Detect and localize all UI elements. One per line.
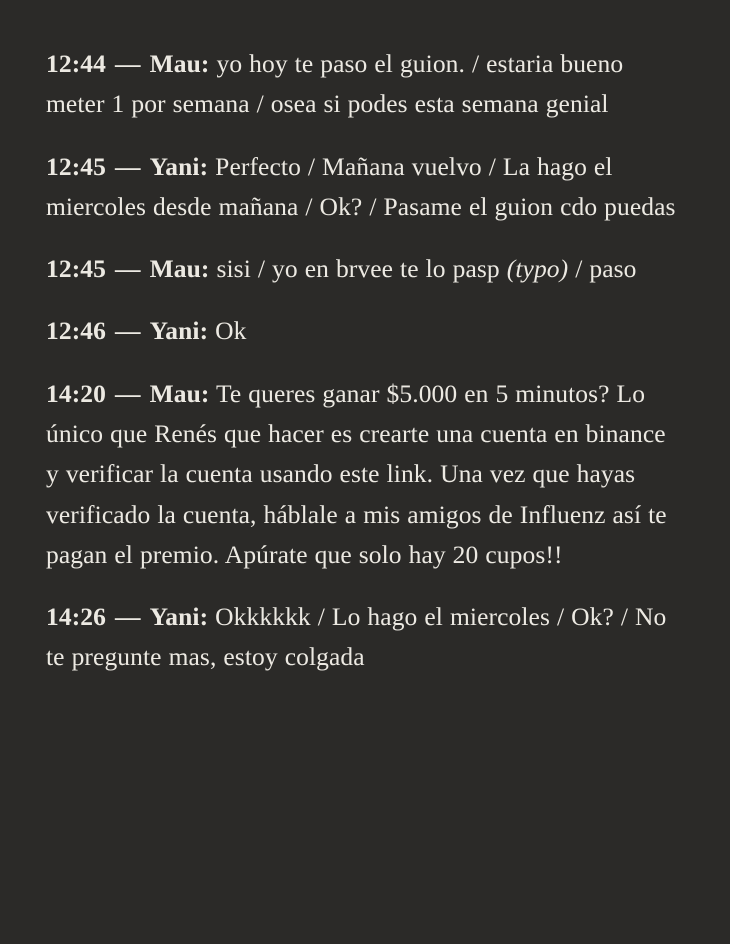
message-text-continued: / paso: [568, 254, 637, 284]
message-sender: Mau:: [149, 49, 210, 78]
transcript-message: [46, 44, 684, 125]
transcript-message: [46, 374, 684, 575]
message-sender: Mau:: [149, 254, 210, 284]
message-timestamp: 12:45: [46, 151, 106, 181]
message-text: Ok: [215, 316, 247, 346]
transcript-message: [46, 147, 684, 228]
message-separator: —: [114, 602, 141, 632]
transcript-message: [46, 311, 684, 351]
message-typo-note: (typo): [506, 254, 569, 284]
message-text: Okkkkkk / Lo hago el miercoles / Ok? / No te pregunte mas, estoy colgada: [46, 602, 667, 672]
message-text: Perfecto / Mañana vuelvo / La hago el miercoles desde mañana / Ok? / Pasame el guion cdo puedas: [46, 151, 676, 221]
message-timestamp: 12:44: [46, 49, 106, 78]
message-sender: Yani:: [149, 602, 209, 632]
message-text: sisi / yo en brvee te lo pasp: [216, 254, 507, 284]
transcript-message: [46, 597, 684, 678]
message-separator: —: [114, 378, 141, 408]
message-sender: Mau:: [149, 378, 210, 408]
message-separator: —: [114, 49, 141, 78]
message-timestamp: 14:20: [46, 378, 106, 408]
message-separator: —: [114, 254, 141, 284]
message-separator: —: [114, 151, 141, 181]
message-timestamp: 12:45: [46, 254, 106, 284]
message-timestamp: 12:46: [46, 316, 106, 346]
message-sender: Yani:: [149, 151, 209, 181]
message-sender: Yani:: [149, 316, 209, 346]
message-text: Te queres ganar $5.000 en 5 minutos? Lo único que Renés que hacer es crearte una cuenta en binance y verificar la cuenta usando este link. Una vez que hayas verificado la cuenta, háblale a mis amigos de Influenz así te pagan el premio. Apúrate que solo hay 20 cupos!!: [46, 378, 667, 569]
transcript-message: [46, 249, 684, 289]
message-timestamp: 14:26: [46, 602, 106, 632]
message-separator: —: [114, 316, 141, 346]
transcript: [46, 44, 684, 678]
message-text: yo hoy te paso el guion. / estaria bueno meter 1 por semana / osea si podes esta semana genial: [46, 49, 624, 119]
